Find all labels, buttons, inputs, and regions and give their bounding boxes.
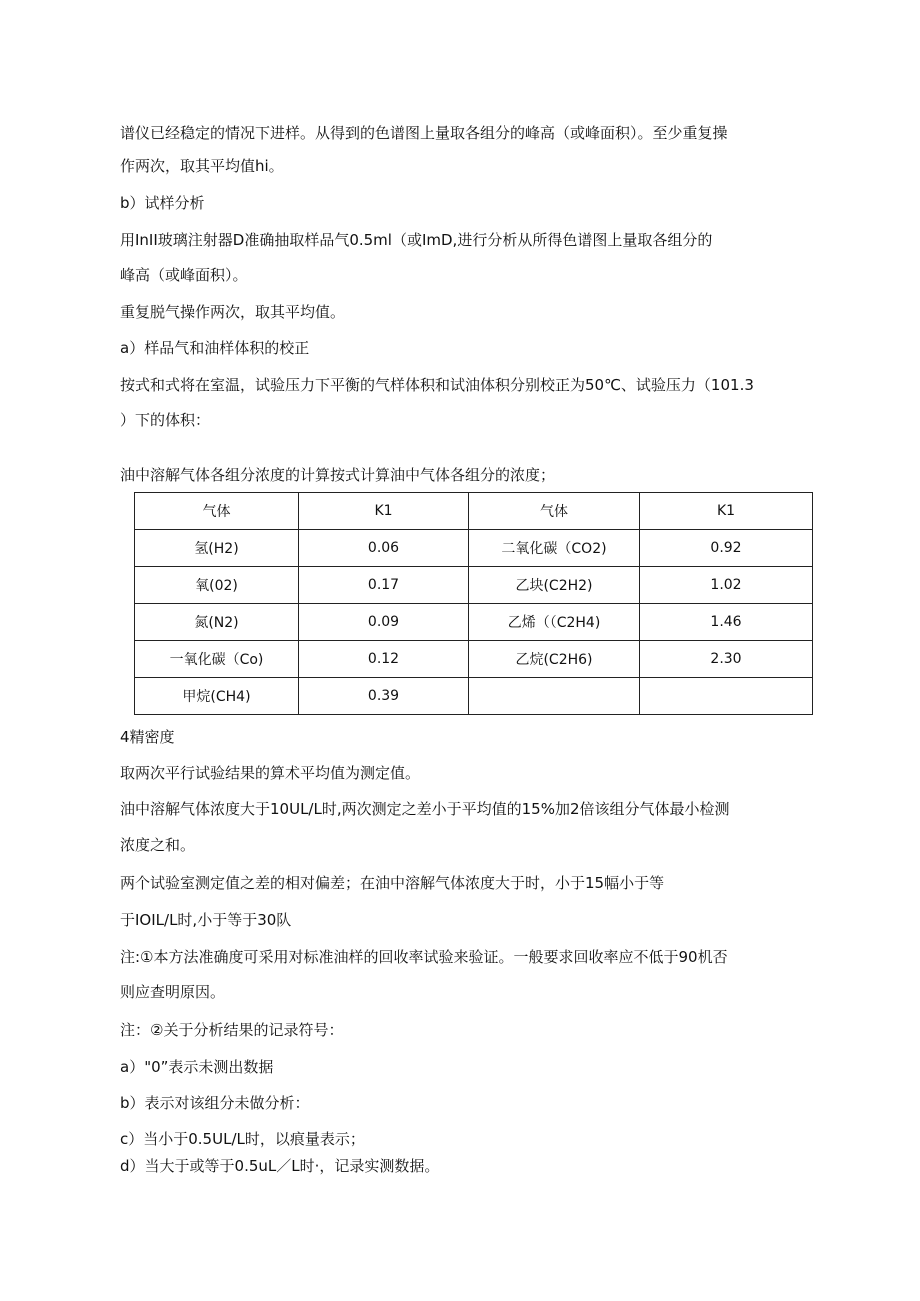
table-header-row	[135, 493, 813, 530]
header-cell: K1	[299, 493, 469, 530]
table-cell: 0.06	[299, 530, 469, 567]
paragraph-line: 油中溶解气体浓度大于10UL/L时,两次测定之差小于平均值的15%加2倍该组分气体最小检测	[120, 800, 730, 818]
paragraph-line: 作两次，取其平均值hi。	[120, 157, 284, 175]
table-cell: 0.17	[299, 567, 469, 604]
table-row	[135, 530, 813, 567]
list-item: d）当大于或等于0.5uL／L时·，记录实测数据。	[120, 1157, 440, 1175]
table-cell: 一氧化碳（Co)	[135, 641, 299, 678]
paragraph-line: 于IOIL/L时,小于等于30队	[120, 911, 292, 929]
note-line: 则应查明原因。	[120, 983, 226, 1001]
paragraph-line: 峰高（或峰面积）。	[120, 266, 248, 284]
table-cell: 0.92	[640, 530, 813, 567]
table-cell: 二氧化碳（CO2)	[469, 530, 640, 567]
paragraph-line: 取两次平行试验结果的算术平均值为测定值。	[120, 764, 421, 782]
header-cell: 气体	[469, 493, 640, 530]
table-cell: 氢(H2)	[135, 530, 299, 567]
gas-coefficient-table	[134, 492, 813, 715]
table-row	[135, 604, 813, 641]
table-cell: 甲烷(CH4)	[135, 678, 299, 715]
paragraph-line: 两个试验室测定值之差的相对偏差；在油中溶解气体浓度大于时，小于15幅小于等	[120, 874, 665, 892]
table-cell: 氧(02)	[135, 567, 299, 604]
paragraph-line: 重复脱气操作两次，取其平均值。	[120, 303, 346, 321]
subheading-sample-analysis: b）试样分析	[120, 194, 205, 212]
note-line: 注：②关于分析结果的记录符号：	[120, 1021, 344, 1039]
table-cell: 乙块(C2H2)	[469, 567, 640, 604]
table-cell	[469, 678, 640, 715]
list-item: a）"0”表示未测出数据	[120, 1058, 274, 1076]
table-cell: 乙烯（（C2H4)	[469, 604, 640, 641]
table-cell: 乙烷(C2H6)	[469, 641, 640, 678]
paragraph-line: 谱仪已经稳定的情况下进样。从得到的色谱图上量取各组分的峰高（或峰面积）。至少重复操	[120, 124, 728, 142]
table-cell: 0.09	[299, 604, 469, 641]
section-heading-precision: 4精密度	[120, 728, 175, 746]
table-cell	[640, 678, 813, 715]
header-cell: K1	[640, 493, 813, 530]
paragraph-line: 用InII玻璃注射器D准确抽取样品气0.5ml（或ImD,进行分析从所得色谱图上量取各组分的	[120, 231, 713, 249]
table-row	[135, 567, 813, 604]
table-cell: 1.02	[640, 567, 813, 604]
table-row	[135, 641, 813, 678]
list-item: c）当小于0.5UL/L时，以痕量表示；	[120, 1130, 365, 1148]
header-cell: 气体	[135, 493, 299, 530]
note-line: 注:①本方法准确度可采用对标准油样的回收率试验来验证。一般要求回收率应不低于90机否	[120, 948, 728, 966]
paragraph-line: ）下的体积：	[120, 411, 211, 429]
table-row	[135, 678, 813, 715]
table-caption: 油中溶解气体各组分浓度的计算按式计算油中气体各组分的浓度；	[120, 466, 556, 484]
list-item: b）表示对该组分未做分析：	[120, 1094, 310, 1112]
paragraph-line: 浓度之和。	[120, 836, 196, 854]
table-cell: 0.12	[299, 641, 469, 678]
paragraph-line: 按式和式将在室温，试验压力下平衡的气样体积和试油体积分别校正为50℃、试验压力（101.3	[120, 376, 754, 394]
table-cell: 2.30	[640, 641, 813, 678]
table-cell: 1.46	[640, 604, 813, 641]
subheading-volume-correction: a）样品气和油样体积的校正	[120, 339, 310, 357]
table-cell: 氮(N2)	[135, 604, 299, 641]
table-cell: 0.39	[299, 678, 469, 715]
